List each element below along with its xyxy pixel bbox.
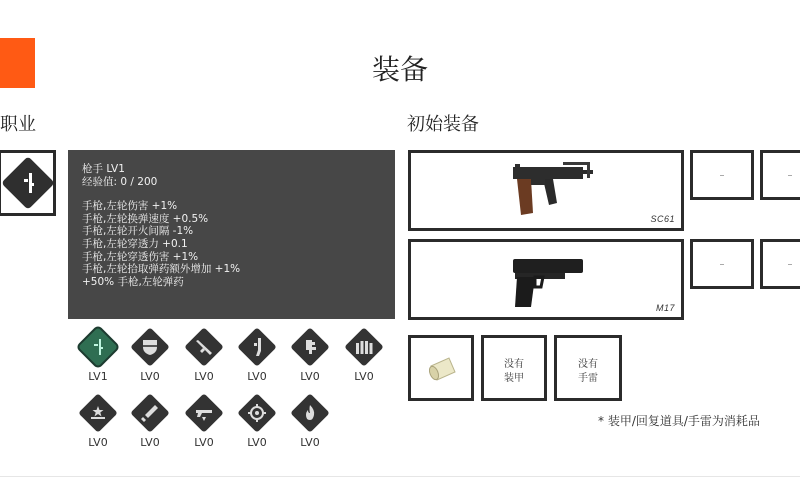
skill-pistol[interactable] bbox=[76, 327, 120, 383]
sniper-class-icon bbox=[247, 403, 267, 423]
skill-shotgun[interactable] bbox=[235, 327, 279, 383]
grenade-empty-line2: 手雷 bbox=[578, 373, 598, 384]
bonus-line: +50% 手枪,左轮弹药 bbox=[82, 275, 184, 288]
shield-class-icon bbox=[140, 337, 160, 357]
skill-level: LV0 bbox=[194, 436, 214, 449]
bonus-line: 手枪,左轮拾取弹药额外增加 +1% bbox=[82, 263, 241, 276]
skill-smg[interactable] bbox=[288, 327, 332, 383]
skill-level: LV0 bbox=[194, 370, 214, 383]
armor-slot[interactable] bbox=[481, 335, 547, 401]
bonus-line: 手枪,左轮换弹速度 +0.5% bbox=[82, 212, 209, 225]
armor-empty-line2: 装甲 bbox=[504, 373, 524, 384]
melee-class-icon bbox=[140, 403, 160, 423]
class-info-panel bbox=[68, 150, 395, 319]
armor-empty-line1: 没有 bbox=[504, 359, 524, 370]
bonus-line: 手枪,左轮伤害 +1% bbox=[82, 200, 178, 213]
skill-level: LV0 bbox=[354, 370, 374, 383]
stars-class-icon bbox=[88, 403, 108, 423]
skill-rifle[interactable] bbox=[182, 327, 226, 383]
pistol-weapon-image bbox=[509, 255, 589, 311]
skill-level: LV0 bbox=[247, 370, 267, 383]
primary-weapon-slot[interactable] bbox=[408, 150, 684, 231]
fire-class-icon bbox=[300, 403, 320, 423]
page-title: 装备 bbox=[371, 53, 428, 86]
rifle-class-icon bbox=[194, 337, 214, 357]
grenade-empty-line1: 没有 bbox=[578, 359, 598, 370]
primary-attachment-slot-2[interactable] bbox=[760, 150, 800, 200]
skill-level: LV0 bbox=[140, 370, 160, 383]
smg-weapon-image bbox=[503, 161, 599, 221]
secondary-weapon-name: M17 bbox=[655, 303, 675, 313]
skill-shield[interactable] bbox=[128, 327, 172, 383]
class-name-level: 枪手 LV1 bbox=[82, 163, 125, 175]
class-section-label: 职业 bbox=[0, 114, 36, 135]
pistol-class-icon bbox=[88, 337, 108, 357]
skill-fire[interactable] bbox=[288, 393, 332, 449]
secondary-attachment-slot-2[interactable] bbox=[760, 239, 800, 289]
shotgun-class-icon bbox=[247, 337, 267, 357]
ammo-class-icon bbox=[354, 337, 374, 357]
bonus-line: 手枪,左轮开火间隔 -1% bbox=[82, 225, 194, 238]
skill-level: LV1 bbox=[88, 370, 108, 383]
skill-level: LV0 bbox=[300, 436, 320, 449]
smg-class-icon bbox=[300, 337, 320, 357]
skill-level: LV0 bbox=[88, 436, 108, 449]
bonus-line: 手枪,左轮穿透伤害 +1% bbox=[82, 250, 199, 263]
skill-launcher[interactable] bbox=[182, 393, 226, 449]
skill-level: LV0 bbox=[140, 436, 160, 449]
skill-level: LV0 bbox=[247, 436, 267, 449]
grenade-slot[interactable] bbox=[554, 335, 622, 401]
bandage-item-image bbox=[425, 356, 461, 384]
skill-ammo[interactable] bbox=[342, 327, 386, 383]
class-experience: 经验值: 0 / 200 bbox=[82, 175, 158, 188]
class-selector[interactable] bbox=[0, 150, 56, 216]
gunslinger-class-icon bbox=[15, 170, 41, 196]
skill-level: LV0 bbox=[300, 370, 320, 383]
skill-melee[interactable] bbox=[128, 393, 172, 449]
primary-weapon-name: SC61 bbox=[650, 214, 675, 224]
secondary-weapon-slot[interactable] bbox=[408, 239, 684, 320]
secondary-attachment-slot-1[interactable] bbox=[690, 239, 754, 289]
bonus-line: 手枪,左轮穿透力 +0.1 bbox=[82, 237, 188, 250]
skill-stars[interactable] bbox=[76, 393, 120, 449]
equipment-section-label: 初始装备 bbox=[407, 114, 479, 135]
consumables-footnote: * 装甲/回复道具/手雷为消耗品 bbox=[598, 414, 760, 428]
healing-item-slot[interactable] bbox=[408, 335, 474, 401]
launcher-class-icon bbox=[194, 403, 214, 423]
skill-sniper[interactable] bbox=[235, 393, 279, 449]
bottom-divider bbox=[0, 476, 800, 477]
primary-attachment-slot-1[interactable] bbox=[690, 150, 754, 200]
